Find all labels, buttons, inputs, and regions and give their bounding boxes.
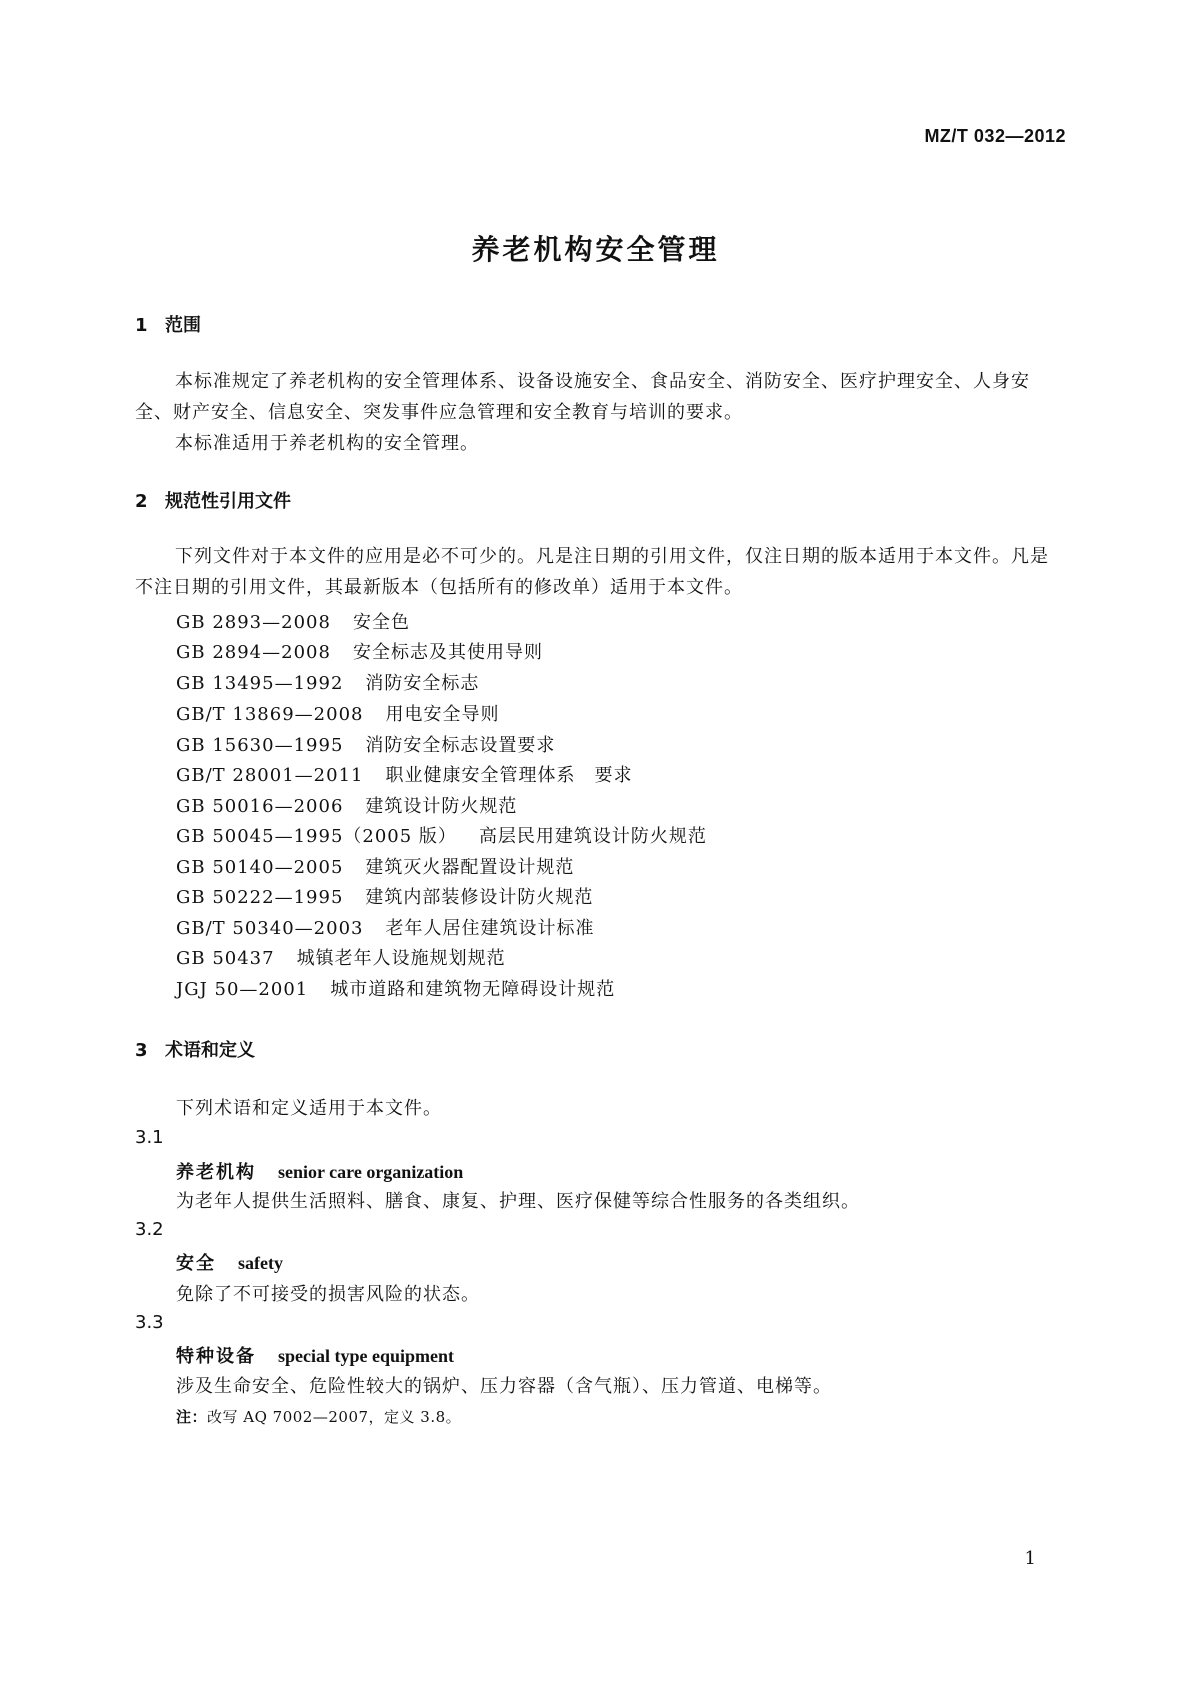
term-definition: 为老年人提供生活照料、膳食、康复、护理、医疗保健等综合性服务的各类组织。 — [176, 1191, 860, 1212]
reference-code: GB/T 28001—2011 — [176, 765, 364, 786]
clause-number: 3.3 — [135, 1312, 164, 1333]
term-entry — [176, 1158, 463, 1184]
document-title: 养老机构安全管理 — [471, 233, 720, 266]
reference-item — [176, 731, 555, 757]
reference-title: 用电安全导则 — [385, 704, 500, 725]
term-definition: 涉及生命安全、危险性较大的锅炉、压力容器（含气瓶）、压力管道、电梯等。 — [176, 1376, 832, 1397]
clause-number: 3.1 — [135, 1127, 164, 1148]
reference-item — [176, 700, 499, 726]
reference-item — [176, 792, 517, 818]
reference-code: GB 13495—1992 — [176, 673, 344, 694]
section-heading-scope — [135, 311, 201, 337]
reference-title: 建筑设计防火规范 — [365, 796, 518, 817]
term-note — [176, 1406, 461, 1427]
reference-title: 城镇老年人设施规划规范 — [296, 948, 506, 969]
terms-intro: 下列术语和定义适用于本文件。 — [176, 1098, 442, 1119]
reference-item — [176, 853, 574, 879]
section-title: 范围 — [165, 315, 201, 336]
reference-title: 建筑内部装修设计防火规范 — [365, 887, 594, 908]
scope-paragraph-1: 本标准规定了养老机构的安全管理体系、设备设施安全、食品安全、消防安全、医疗护理安全、人身安全、财产安全、信息安全、突发事件应急管理和安全教育与培训的要求。 — [135, 371, 1030, 423]
note-label: 注： — [176, 1408, 208, 1426]
refs-intro: 下列文件对于本文件的应用是必不可少的。凡是注日期的引用文件，仅注日期的版本适用于本文件。凡是不注日期的引用文件，其最新版本（包括所有的修改单）适用于本文件。 — [135, 546, 1049, 598]
term-en: special type equipment — [278, 1346, 455, 1366]
reference-code: GB 50016—2006 — [176, 796, 344, 817]
reference-code: GB 50222—1995 — [176, 887, 344, 908]
section-heading-refs — [135, 487, 291, 513]
term-entry — [176, 1342, 454, 1368]
reference-code: GB 50437 — [176, 948, 275, 969]
section-number: 1 — [135, 315, 148, 336]
section-heading-terms — [135, 1036, 255, 1062]
reference-title: 老年人居住建筑设计标准 — [385, 918, 595, 939]
reference-item — [176, 975, 615, 1001]
reference-code: GB 15630—1995 — [176, 735, 344, 756]
reference-code: GB 2893—2008 — [176, 612, 331, 633]
section-title: 规范性引用文件 — [165, 491, 291, 512]
reference-code: GB/T 50340—2003 — [176, 918, 364, 939]
reference-title: 消防安全标志 — [365, 673, 480, 694]
reference-item — [176, 669, 479, 695]
reference-item — [176, 822, 707, 848]
reference-item — [176, 638, 543, 664]
reference-item — [176, 914, 594, 940]
section-number: 2 — [135, 491, 148, 512]
reference-item — [176, 761, 632, 787]
reference-title: 城市道路和建筑物无障碍设计规范 — [330, 979, 616, 1000]
reference-code: GB/T 13869—2008 — [176, 704, 364, 725]
reference-title: 高层民用建筑设计防火规范 — [478, 826, 707, 847]
standard-code: MZ/T 032—2012 — [924, 126, 1066, 146]
term-zh: 特种设备 — [176, 1346, 256, 1367]
reference-title: 职业健康安全管理体系 要求 — [385, 765, 633, 786]
reference-item — [176, 883, 593, 909]
section-title: 术语和定义 — [165, 1040, 255, 1061]
note-text: 改写 AQ 7002—2007，定义 3.8。 — [207, 1408, 462, 1426]
term-entry — [176, 1249, 283, 1275]
reference-code: GB 50045—1995（2005 版） — [176, 826, 457, 847]
reference-title: 建筑灭火器配置设计规范 — [365, 857, 575, 878]
term-zh: 安全 — [176, 1253, 216, 1274]
reference-item — [176, 944, 506, 970]
term-en: senior care organization — [278, 1162, 464, 1182]
term-definition: 免除了不可接受的损害风险的状态。 — [176, 1284, 480, 1305]
clause-number: 3.2 — [135, 1219, 164, 1240]
section-number: 3 — [135, 1040, 148, 1061]
reference-item — [176, 608, 410, 634]
term-zh: 养老机构 — [176, 1162, 256, 1183]
reference-title: 消防安全标志设置要求 — [365, 735, 556, 756]
page-number: 1 — [1024, 1548, 1036, 1569]
term-en: safety — [238, 1253, 283, 1273]
reference-code: GB 50140—2005 — [176, 857, 344, 878]
reference-code: JGJ 50—2001 — [176, 979, 309, 1000]
reference-title: 安全色 — [352, 612, 410, 633]
reference-code: GB 2894—2008 — [176, 642, 331, 663]
reference-title: 安全标志及其使用导则 — [352, 642, 543, 663]
scope-paragraph-2: 本标准适用于养老机构的安全管理。 — [175, 433, 479, 454]
